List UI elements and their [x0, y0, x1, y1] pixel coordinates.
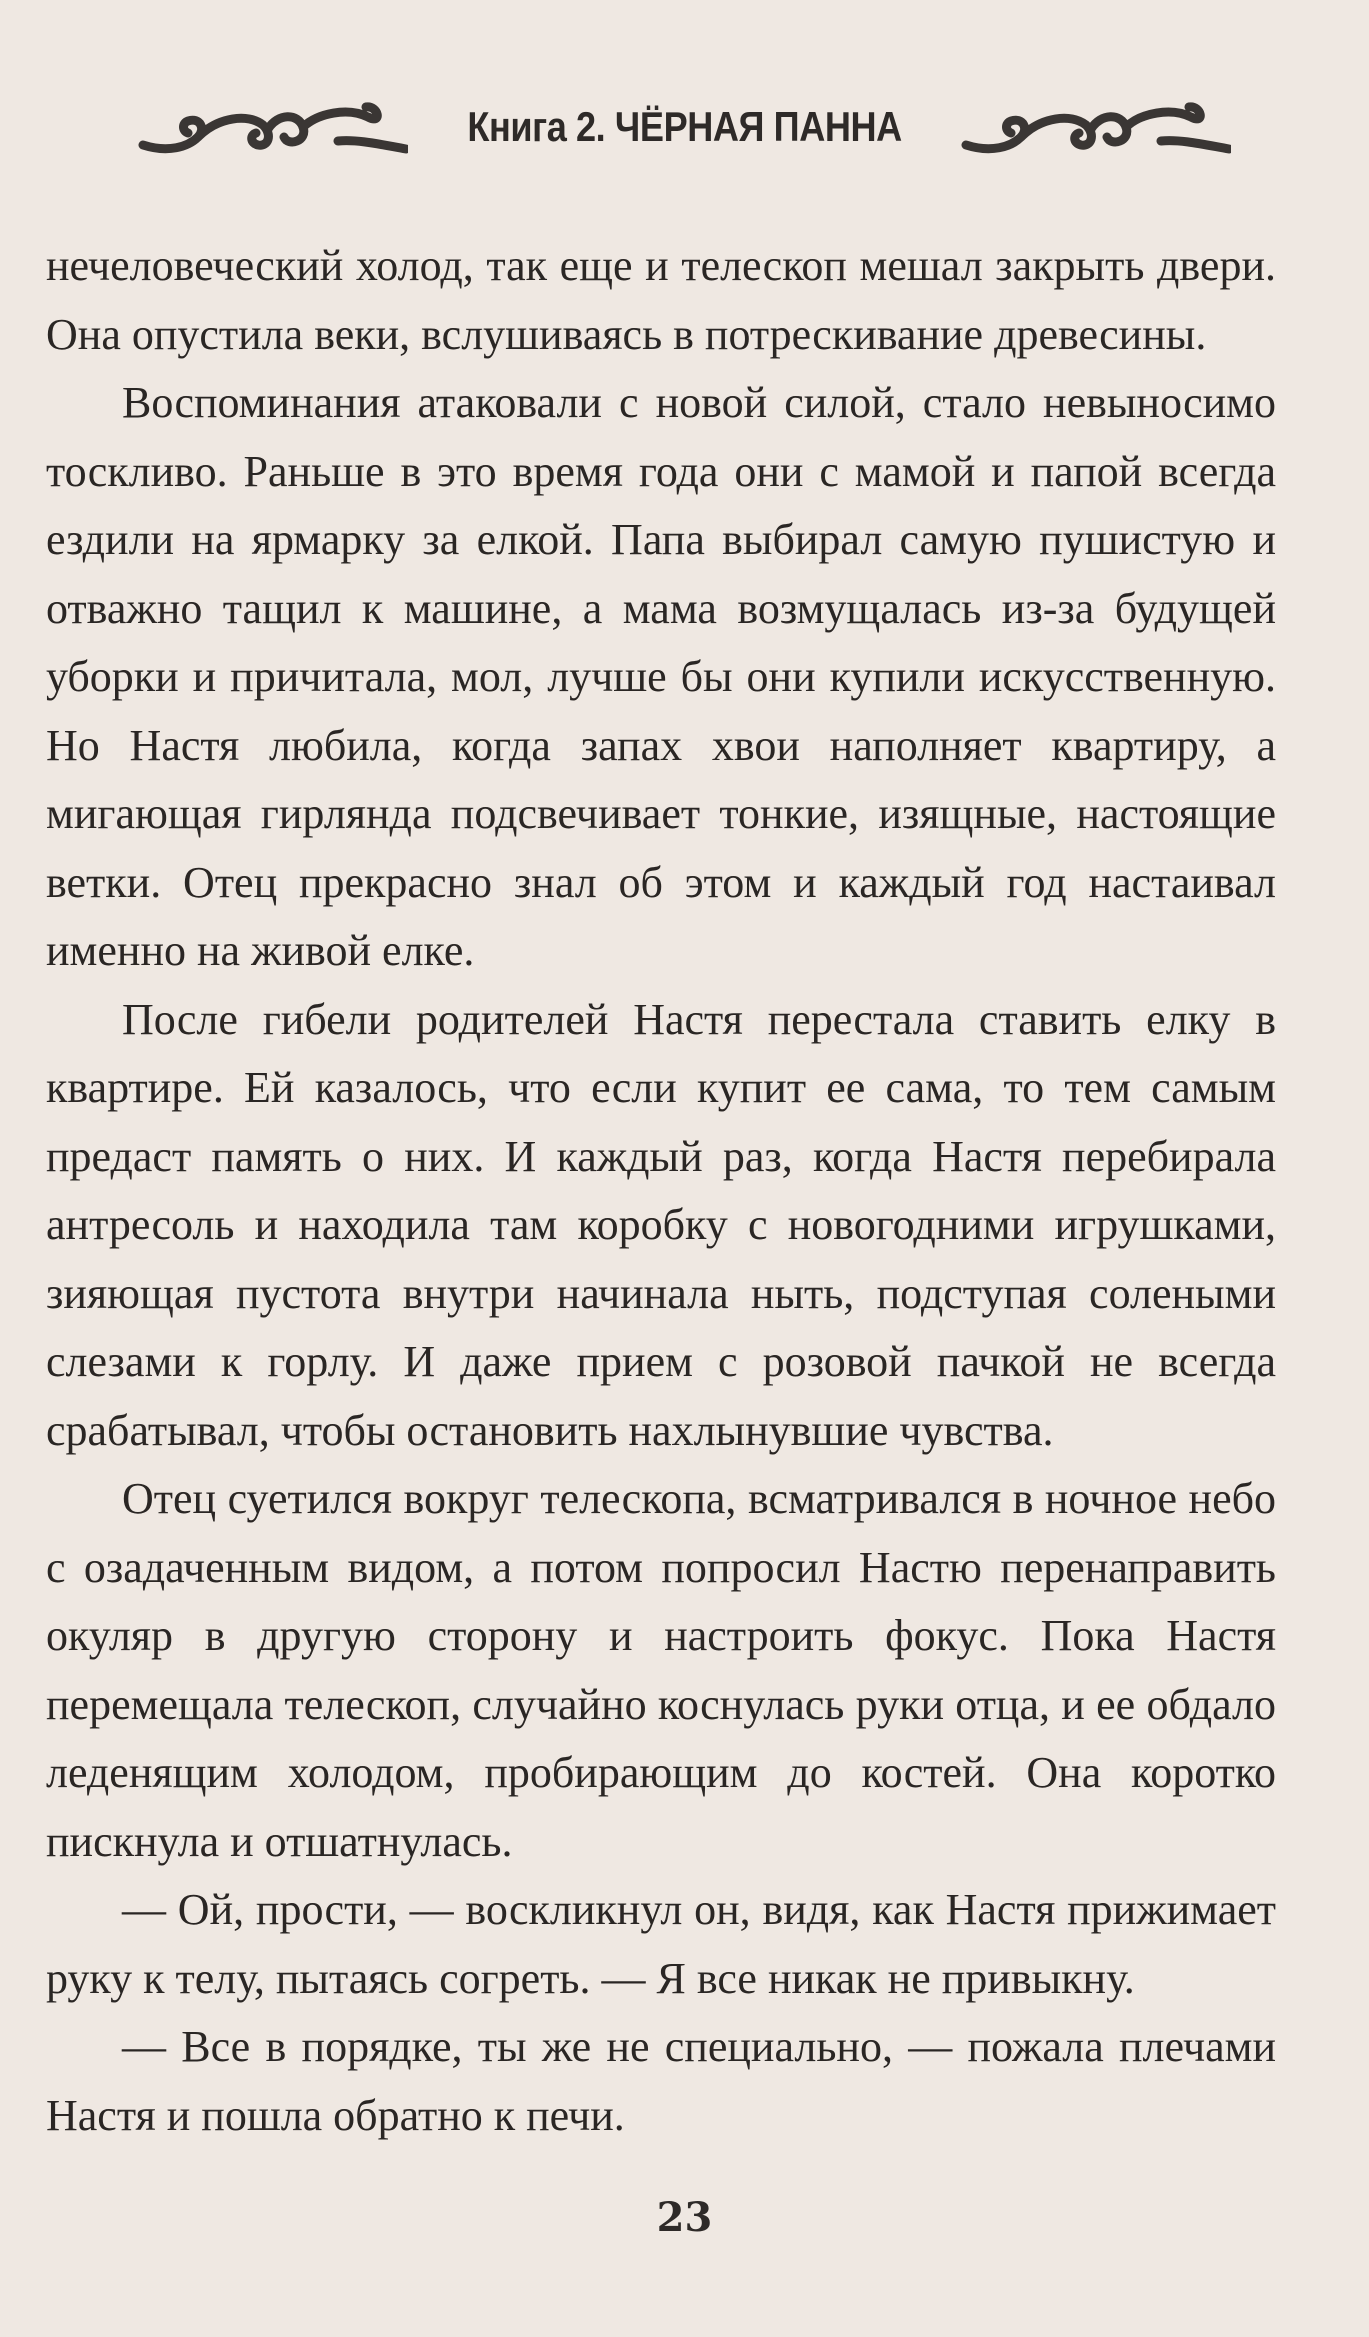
paragraph: Воспоминания атаковали с новой силой, стало невыносимо тоскливо. Раньше в это время года они с мамой и папой всегда ездили на ярмарку за елкой. Папа выбирал самую пушистую и отважно тащил к машине, а мама возмущалась из-за будущей уборки и причитала, мол, лучше бы они купили искусственную. Но Настя любила, когда запах хвои наполняет квартиру, а мигающая гирлянда подсвечивает тонкие, изящные, настоящие ветки. Отец прекрасно знал об этом и каждый год настаивал именно на живой елке. [46, 378, 1276, 975]
book-title: Книга 2. ЧЁРНАЯ ПАННА [467, 103, 902, 150]
paragraph: нечеловеческий холод, так еще и телескоп мешал закрыть двери. Она опустила веки, вслушиваясь в потрескивание древесины. [46, 241, 1276, 359]
page-body [46, 232, 1276, 2150]
paragraph: После гибели родителей Настя перестала ставить елку в квартире. Ей казалось, что если купит ее сама, то тем самым предаст память о них. И каждый раз, когда Настя перебирала антресоль и находила там коробку с новогодними игрушками, зияющая пустота внутри начинала ныть, подступая солеными слезами к горлу. И даже прием с розовой пачкой не всегда срабатывал, чтобы остановить нахлынувшие чувства. [46, 994, 1276, 1455]
running-header [0, 92, 1369, 162]
scroll-ornament-icon [961, 95, 1231, 159]
page-number: 23 [656, 2194, 713, 2241]
scroll-ornament-icon [138, 95, 408, 159]
dialogue-line: — Все в порядке, ты же не специально, — пожала плечами Настя и пошла обратно к печи. [46, 2022, 1276, 2140]
dialogue-line: — Ой, прости, — воскликнул он, видя, как Настя прижимает руку к телу, пытаясь согреть. — Я все никак не привыкну. [46, 1885, 1276, 2003]
paragraph: Отец суетился вокруг телескопа, всматривался в ночное небо с озадаченным видом, а потом попросил Настю перенаправить окуляр в другую сторону и настроить фокус. Пока Настя перемещала телескоп, случайно коснулась руки отца, и ее обдало леденящим холодом, пробирающим до костей. Она коротко пискнула и отшатнулась. [46, 1474, 1276, 1866]
